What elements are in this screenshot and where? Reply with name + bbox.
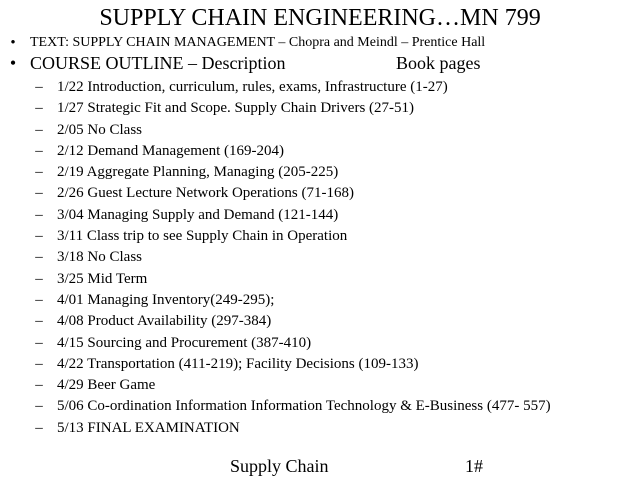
dash-marker-icon: – (35, 377, 43, 394)
slide-title: SUPPLY CHAIN ENGINEERING…MN 799 (99, 5, 541, 31)
schedule-item-text: 3/04 Managing Supply and Demand (121-144) (57, 206, 339, 223)
schedule-item (32, 290, 551, 311)
schedule-item-text: 4/15 Sourcing and Procurement (387-410) (57, 334, 312, 351)
dash-marker-icon: – (35, 206, 43, 223)
dash-marker-icon: – (35, 419, 43, 436)
schedule-item (32, 333, 551, 354)
textbook-bullet (6, 34, 485, 52)
dash-marker-icon: – (35, 398, 43, 415)
schedule-list (32, 77, 551, 439)
dash-marker-icon: – (35, 270, 43, 287)
textbook-line: TEXT: SUPPLY CHAIN MANAGEMENT – Chopra and Meindl – Prentice Hall (30, 35, 486, 50)
dash-marker-icon: – (35, 185, 43, 202)
schedule-item-text: 4/08 Product Availability (297-384) (57, 313, 272, 330)
schedule-item-text: 3/18 No Class (57, 249, 143, 266)
schedule-item-text: 2/19 Aggregate Planning, Managing (205-225) (57, 164, 339, 181)
footer-title: Supply Chain (230, 456, 329, 476)
course-outline-bullet (6, 52, 485, 74)
schedule-item (32, 141, 551, 162)
schedule-item (32, 418, 551, 439)
schedule-item-text: 2/05 No Class (57, 121, 143, 138)
schedule-item-text: 2/12 Demand Management (169-204) (57, 142, 285, 159)
bullet-dot-icon: • (10, 35, 16, 51)
main-bullet-list (6, 34, 485, 74)
dash-marker-icon: – (35, 228, 43, 245)
dash-marker-icon: – (35, 121, 43, 138)
schedule-item-text: 2/26 Guest Lecture Network Operations (71-168) (57, 185, 354, 202)
dash-marker-icon: – (35, 291, 43, 308)
dash-marker-icon: – (35, 313, 43, 330)
course-outline-label: COURSE OUTLINE – Description (30, 53, 286, 73)
dash-marker-icon: – (35, 142, 43, 159)
slide-number: 1# (465, 456, 483, 476)
schedule-item (32, 120, 551, 141)
schedule-item (32, 226, 551, 247)
schedule-item (32, 396, 551, 417)
dash-marker-icon: – (35, 79, 43, 95)
schedule-item (32, 269, 551, 290)
schedule-item-text: 4/29 Beer Game (57, 377, 156, 394)
schedule-item (32, 205, 551, 226)
book-pages-label: Book pages (396, 53, 481, 73)
dash-marker-icon: – (35, 164, 43, 181)
dash-marker-icon: – (35, 249, 43, 266)
schedule-item-text: 1/27 Strategic Fit and Scope. Supply Chain Drivers (27-51) (57, 100, 415, 117)
schedule-item-text: 3/25 Mid Term (57, 270, 148, 287)
schedule-item-text: 4/22 Transportation (411-219); Facility Decisions (109-133) (57, 355, 419, 372)
schedule-item (32, 375, 551, 396)
schedule-item (32, 354, 551, 375)
schedule-item (32, 98, 551, 119)
dash-marker-icon: – (35, 355, 43, 372)
schedule-item (32, 162, 551, 183)
schedule-item (32, 247, 551, 268)
dash-marker-icon: – (35, 334, 43, 351)
schedule-item-text: 3/11 Class trip to see Supply Chain in Operation (57, 228, 348, 245)
schedule-item (32, 183, 551, 204)
schedule-item-text: 4/01 Managing Inventory(249-295); (57, 291, 275, 308)
schedule-item (32, 77, 551, 98)
bullet-dot-icon: • (9, 53, 17, 73)
schedule-item-text: 1/22 Introduction, curriculum, rules, exams, Infrastructure (1-27) (57, 79, 448, 95)
schedule-item (32, 311, 551, 332)
schedule-item-text: 5/13 FINAL EXAMINATION (57, 419, 240, 436)
dash-marker-icon: – (35, 100, 43, 117)
schedule-item-text: 5/06 Co-ordination Information Information Technology & E-Business (477- 557) (57, 398, 551, 415)
